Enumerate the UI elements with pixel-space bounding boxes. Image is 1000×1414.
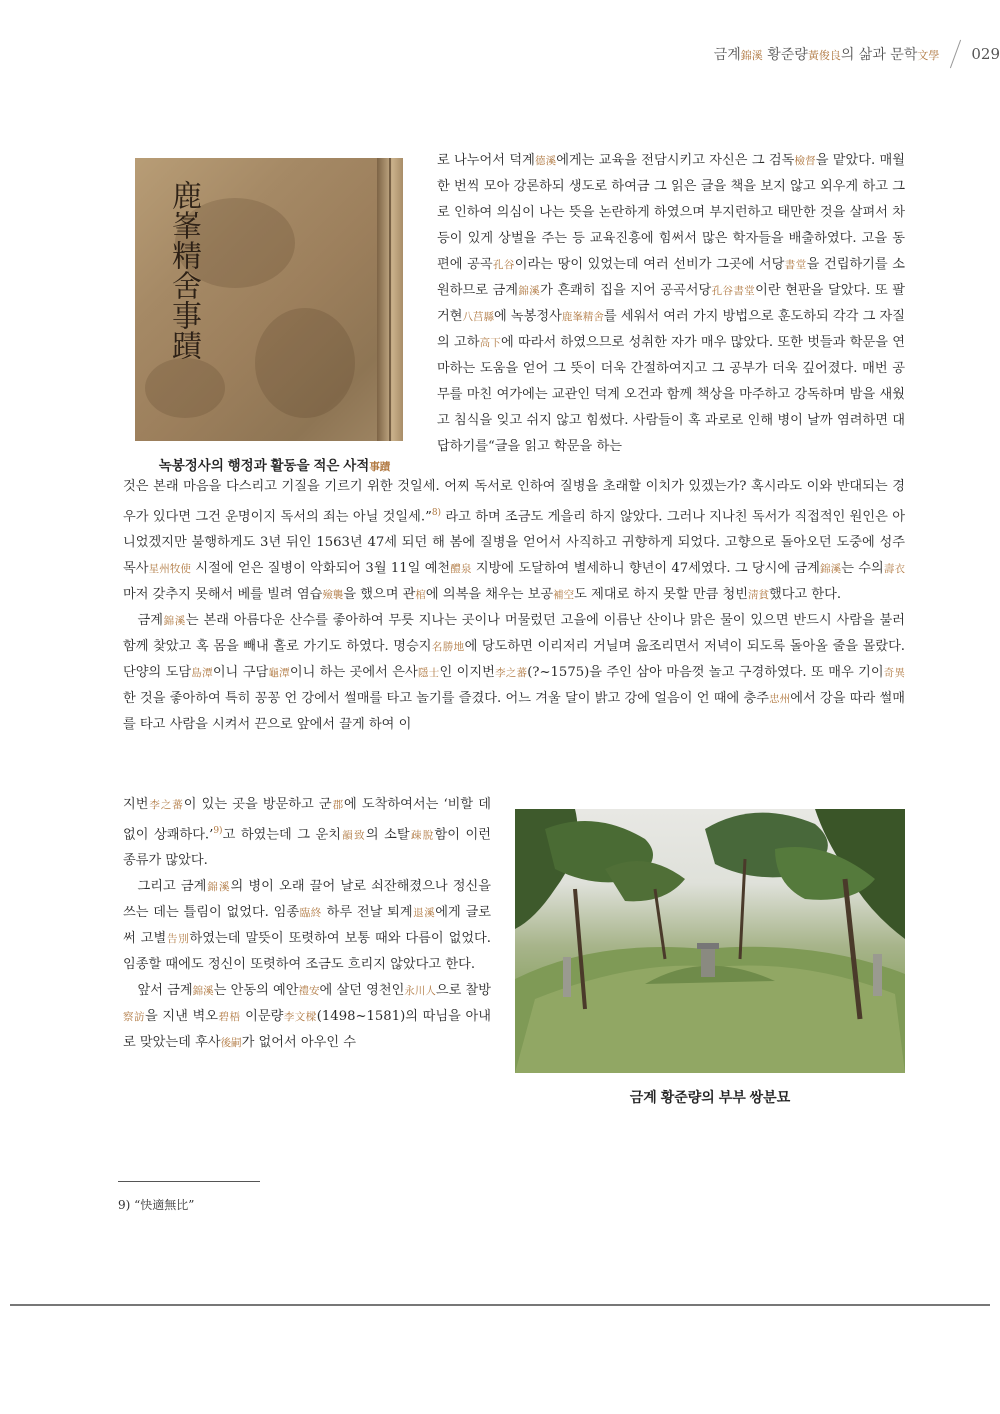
text-run: 로 나누어서 덕계	[437, 153, 535, 168]
text-run: 시절에 얻은 질병이 악화되어 3월 11일 예천	[191, 561, 451, 577]
hanja-annotation: 李之蕃	[494, 667, 528, 680]
text-run: 는 수의	[841, 561, 884, 577]
hanja-annotation: 李文樑	[283, 1011, 317, 1024]
text-run: 라고 하며 조금도 게을리 하지 않았다. 그러나 지나친 독서가 직접적인 원인은 아니었겠지만 불행하게도 3년 뒤인 1563년 47세 되던 해 봄에 질병을 얻어서 사직하고 귀향하게 되었다. 고향으로 돌아오던 도중에 성주목사	[123, 509, 905, 577]
text-run: 에 도착하여서는 ‘비할 데 없이 상쾌하다.’	[123, 797, 491, 843]
header-divider	[947, 41, 965, 67]
hanja-annotation: 文學	[917, 49, 940, 62]
hanja-annotation: 永川人	[404, 985, 436, 998]
hanja-annotation: 淸貧	[747, 589, 769, 602]
text-run: 을 했으며 관	[343, 587, 416, 603]
photo-stain	[255, 308, 355, 418]
hanja-annotation: 孔谷	[492, 259, 515, 271]
text-run: “글을 읽고 학문을 하는	[487, 439, 622, 454]
hanja-annotation: 隱士	[417, 667, 440, 680]
footnote-rule	[118, 1181, 260, 1182]
text-run: 하였는데 말뜻이 또렷하여 보통 때와 다름이 없었다. 임종할 때에도 정신이 또렷하여 조금도 흐리지 않았다고 한다.	[123, 931, 491, 973]
text-run: 고 하였는데 그 운치	[222, 827, 341, 843]
book-cover-photo	[135, 158, 403, 441]
text-run: 의 소탈	[365, 827, 410, 843]
hanja-annotation: 醴泉	[450, 563, 472, 576]
hanja-annotation: 棺	[415, 589, 426, 602]
hanja-annotation: 黃俊良	[807, 49, 841, 62]
paragraph	[123, 874, 491, 978]
paragraph	[123, 978, 491, 1056]
hanja-annotation: 告別	[166, 933, 190, 946]
text-run: 에 녹봉정사	[494, 309, 562, 324]
book-title-calligraphy: 鹿峯精舍事蹟	[166, 180, 201, 360]
hanja-annotation: 退溪	[412, 907, 436, 920]
hanja-annotation: 奇異	[883, 667, 906, 680]
text-block-wide	[123, 474, 905, 738]
text-run: 마저 갖추지 못해서 베를 빌려 염습	[123, 587, 323, 603]
text-run: 녹봉정사의 행정과 활동을 적은 사적	[158, 458, 370, 473]
text-run: 했다고 한다.	[768, 587, 842, 603]
header-title	[714, 44, 940, 64]
text-run: ”	[188, 1198, 195, 1212]
hanja-annotation: 錦溪	[192, 985, 214, 998]
hanja-annotation: 星州牧使	[148, 563, 192, 576]
hanja-annotation: 禮安	[298, 985, 320, 998]
hanja-annotation: 龜潭	[268, 667, 290, 680]
footnote	[118, 1196, 194, 1213]
binding-thread	[389, 158, 391, 441]
text-run: 도 제대로 하지 못할 만큼 청빈	[574, 587, 748, 603]
text-run: (1498~1581)의 따님을 아내로 맞았는데 후사	[123, 1009, 492, 1051]
footnote-ref: 9)	[213, 826, 223, 836]
text-run: 것은 본래 마음을 다스리고 기질을 기르기 위한 것일세. 어찌 독서로 인하여 질병을 초래할 이치가 있겠는가? 혹시라도 이와 반대되는 경우가 있다면 그건 운명이지 독서의 죄는 아닐 것일세.”	[123, 479, 905, 525]
text-run: 앞서 금계	[137, 983, 193, 999]
book-photo-caption	[132, 454, 417, 474]
paragraph	[437, 148, 905, 460]
hanja-annotation: 察訪	[123, 1011, 145, 1024]
hanja-annotation: 書堂	[784, 259, 807, 271]
paragraph	[123, 792, 491, 874]
text-run: 한 것을 좋아하여 특히 꽁꽁 언 강에서 썰매를 타고 놀기를 즐겼다. 어느 겨울 달이 밝고 강에 얼음이 언 때에 충주	[123, 691, 769, 707]
text-run: 이니 하는 곳에서 은사	[289, 665, 418, 681]
text-run: 하루 전날 퇴계	[321, 905, 413, 921]
hanja-annotation: 殮襲	[322, 589, 344, 602]
hanja-annotation: 鹿峯精舍	[561, 311, 604, 323]
tomb-photo-illustration	[515, 809, 905, 1073]
hanja-annotation: 高下	[479, 337, 501, 349]
hanja-annotation: 錦溪	[819, 563, 842, 576]
text-run: 금계 황준량의 부부 쌍분묘	[629, 1089, 791, 1105]
text-run: 금계	[713, 47, 741, 63]
text-run: 으로 찰방	[435, 983, 492, 999]
text-run: 에게는 교육을 전담시키고 자신은 그 검독	[556, 153, 795, 168]
text-run: 에 당도하면 이리저리 거닐며 읊조리면서 저녁이 되도록 돌아올 줄을 몰랐다. 단양의 도담	[123, 639, 905, 681]
text-run: 快適無比	[140, 1198, 189, 1212]
hanja-annotation: 壽衣	[883, 563, 906, 576]
hanja-annotation: 錦溪	[163, 615, 186, 628]
running-header	[714, 42, 1000, 66]
hanja-annotation: 臨終	[299, 907, 322, 920]
text-run: 의 병이 오래 끌어 날로 쇠잔해졌으나 정신을 쓰는 데는 틀림이 없었다. 임종	[123, 879, 491, 921]
page-number: 029	[971, 45, 1000, 63]
text-run: 가 흔쾌히 집을 지어 공곡서당	[540, 283, 712, 298]
hanja-annotation: 錦溪	[206, 881, 231, 894]
text-run: 가 없어서 아우인 수	[241, 1035, 357, 1051]
hanja-annotation: 島潭	[191, 667, 213, 680]
hanja-annotation: 德溪	[534, 155, 557, 167]
text-run: 을 건립하기를 소원하므로 금계	[437, 257, 905, 298]
hanja-annotation: 後嗣	[220, 1037, 242, 1050]
text-run: 지방에 도달하여 별세하니 향년이 47세였다. 그 당시에 금계	[471, 561, 820, 577]
text-run: 이라는 땅이 있었는데 여러 선비가 그곳에 서당	[514, 257, 785, 272]
text-run: 함이 이런 종류가 많았다.	[123, 827, 491, 869]
text-run: 에 의복을 채우는 보공	[425, 587, 554, 603]
paragraph	[123, 474, 905, 608]
hanja-annotation: 郡	[331, 799, 345, 811]
page-bottom-rule	[10, 1304, 990, 1306]
text-run: 이문량	[240, 1009, 284, 1025]
hanja-annotation: 碧梧	[218, 1011, 241, 1024]
text-run: 에 살던 영천인	[319, 983, 405, 999]
hanja-annotation: 忠州	[768, 693, 791, 706]
hanja-annotation: 補空	[553, 589, 575, 602]
text-run: 의 삶과 문학	[840, 47, 918, 63]
hanja-annotation: 錦溪	[518, 285, 541, 297]
hanja-annotation: 名勝地	[431, 641, 465, 654]
text-run: 는 본래 아름다운 산수를 좋아하여 무릇 지나는 곳이나 머물렀던 고을에 이름난 산이나 맑은 물이 있으면 반드시 사람을 불러 함께 찾았고 혹 몸을 빼내 홀로 가기도 하였다. 명승지	[123, 613, 906, 655]
hanja-annotation: 錦溪	[740, 49, 763, 62]
text-column-upper-right	[437, 148, 905, 460]
text-run: 지번	[123, 797, 149, 812]
text-run: 에 따라서 하였으므로 성취한 자가 매우 많았다. 또한 벗들과 학문을 연마하는 도움을 얻어 그 뜻이 더욱 간절하여지고 그 공부가 더욱 깊어졌다. 매번 공무를 마친 여가에는 교관인 덕계 오건과 함께 책상을 마주하고 강독하며 밤을 새웠고 침식을 잊고 쉬지 않고 힘썼다. 사람들이 혹 과로로 인해 병이 날까 염려하면 대답하기를	[437, 335, 906, 454]
text-run: 황준량	[762, 47, 808, 63]
text-run: 금계	[137, 613, 163, 629]
text-run: 인 이지번	[439, 665, 495, 681]
paragraph	[123, 608, 905, 738]
photo-stain	[145, 358, 225, 418]
hanja-annotation: 李之蕃	[148, 799, 184, 811]
text-run: 9) “	[118, 1198, 141, 1212]
tomb-photo-caption	[515, 1087, 905, 1107]
text-run: 그리고 금계	[137, 879, 207, 895]
text-run: 이 있는 곳을 방문하고 군	[183, 797, 332, 812]
hanja-annotation: 八莒縣	[462, 311, 494, 323]
text-run: 을 지낸 벽오	[144, 1009, 219, 1025]
text-run: 이란 현판을 달았다. 또 팔거현	[437, 283, 906, 324]
text-run: 에게 글로써 고별	[123, 905, 492, 947]
text-run: 를 세워서 여러 가지 방법으로 훈도하되 각각 그 자질의 고하	[437, 309, 906, 350]
text-run: 이니 구담	[212, 665, 269, 681]
text-run: (?~1575)을 주인 삼아 마음껏 놀고 구경하였다. 또 매우 기이	[527, 665, 884, 681]
footnote-ref: 8)	[431, 508, 442, 518]
hanja-annotation: 事蹟	[369, 461, 391, 473]
text-column-lower-left	[123, 792, 491, 1056]
tomb-photo	[515, 809, 905, 1073]
text-run: 을 맡았다. 매월 한 번씩 모아 강론하되 생도로 하여금 그 읽은 글을 책을 보지 않고 외우게 하고 그로 인하여 의심이 나는 뜻을 논란하게 하였으며 부지런하고 태만한 것을 살펴서 차등이 있게 상벌을 주는 등 교육진흥에 힘써서 많은 학자들을 배출하였다. 고을 동편에 공곡	[437, 153, 906, 272]
hanja-annotation: 韻致	[340, 829, 366, 842]
text-run: 에서 강을 따라 썰매를 타고 사람을 시켜서 끈으로 앞에서 끌게 하여 이	[123, 691, 905, 733]
hanja-annotation: 疎脫	[409, 829, 435, 842]
hanja-annotation: 檢督	[794, 155, 816, 167]
hanja-annotation: 孔谷書堂	[711, 285, 756, 297]
text-run: 는 안동의 예안	[213, 983, 299, 999]
